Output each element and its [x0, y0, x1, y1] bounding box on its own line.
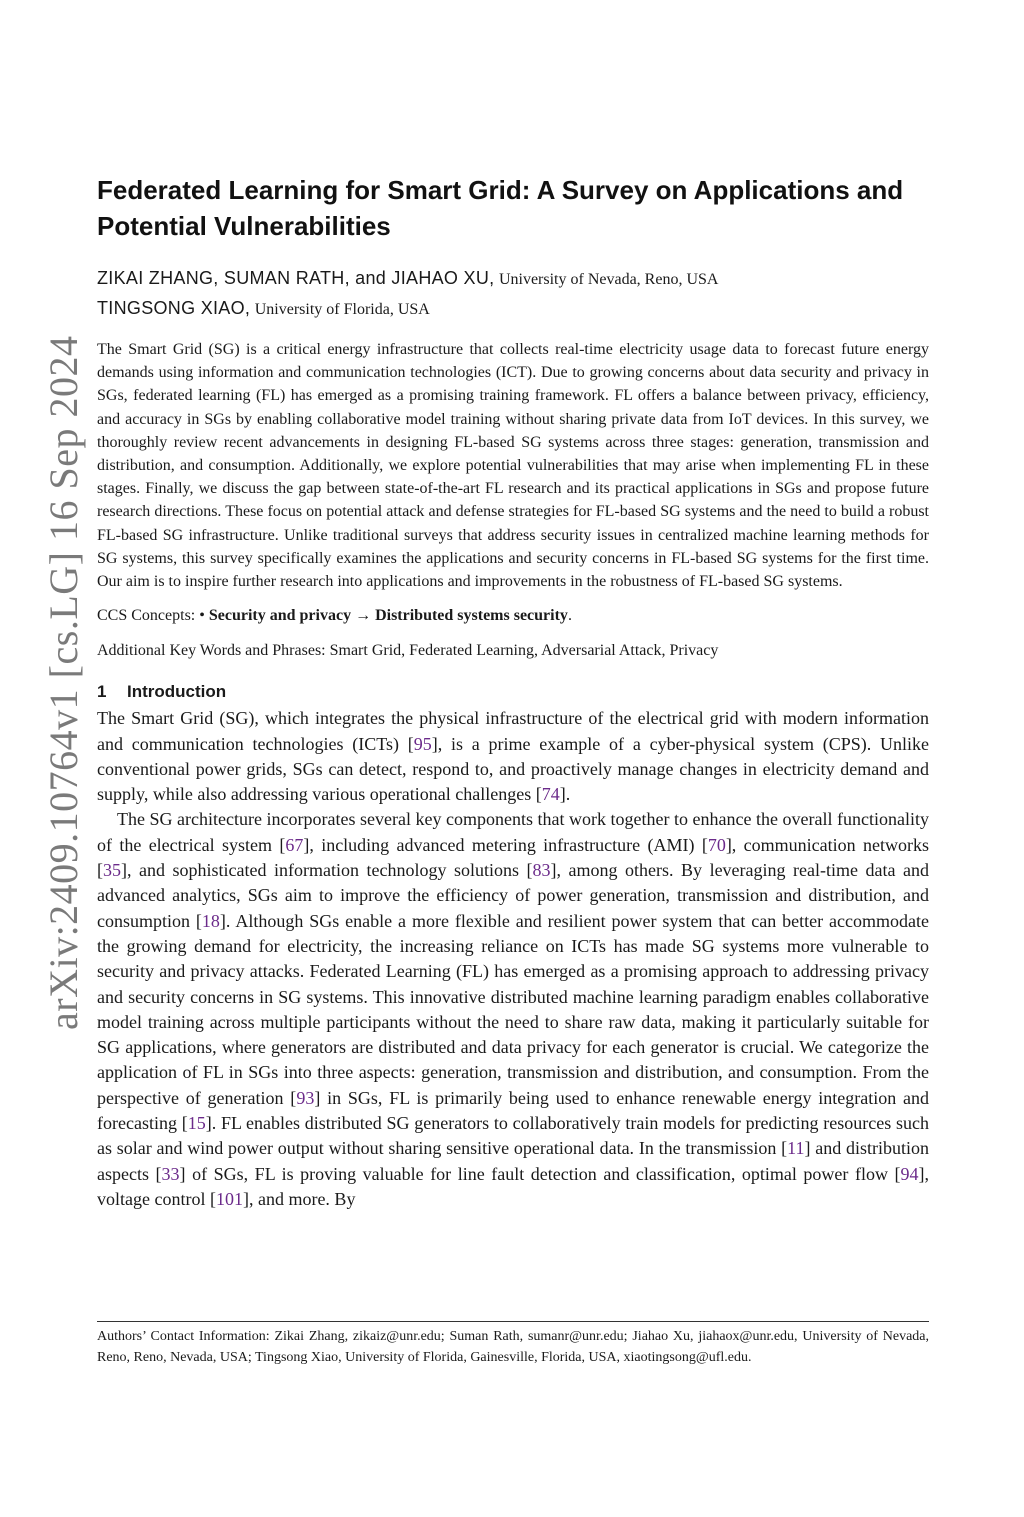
citation-link[interactable]: 94	[900, 1163, 919, 1184]
ccs-end: .	[567, 607, 572, 625]
author-contact-footnote: Authors’ Contact Information: Zikai Zhang, zikaiz@unr.edu; Suman Rath, sumanr@unr.edu; Jiahao Xu, jiahaox@unr.edu, University of Nevada, Reno, Reno, Nevada, USA; Tingsong Xiao, University of Florida, Gainesville, Florida, USA, xiaotingsong@ufl.edu.	[97, 1329, 929, 1365]
arxiv-identifier-stamp: arXiv:2409.10764v1 [cs.LG] 16 Sep 2024	[41, 335, 86, 1030]
section-heading	[97, 680, 929, 704]
author-block	[97, 264, 929, 324]
footnote-divider	[97, 1321, 929, 1322]
section-number: 1	[97, 682, 107, 702]
body-paragraph: The SG architecture incorporates several key components that work together to enhance the overall functionality of the electrical system [67], including advanced metering infrastructure (AMI) [70], communication networks [35], and sophisticated information technology solutions [83], among others. By leveraging real-time data and advanced analytics, SGs aim to improve the efficiency of power generation, transmission and distribution, and consumption [18]. Although SGs enable a more flexible and resilient power system that can better accommodate the growing demand for electricity, the increasing reliance on ICTs has made SG systems more vulnerable to security and privacy attacks. Federated Learning (FL) has emerged as a promising approach to addressing privacy and security concerns in SG systems. This innovative distributed machine learning paradigm enables collaborative model training across multiple participants without the need to share raw data, making it particularly suitable for SG applications, where generators are distributed and data privacy for each generator is crucial. We categorize the application of FL in SGs into three aspects: generation, transmission and distribution, and consumption. From the perspective of generation [93] in SGs, FL is primarily being used to enhance renewable energy integration and forecasting [15]. FL enables distributed SG generators to collaboratively train models for predicting resources such as solar and wind power output without sharing sensitive operational data. In the transmission [11] and distribution aspects [33] of SGs, FL is proving valuable for line fault detection and classification, optimal power flow [94], voltage control [101], and more. By	[97, 809, 930, 1209]
citation-link[interactable]: 35	[103, 860, 121, 881]
citation-link[interactable]: 70	[707, 834, 726, 855]
ccs-label: CCS Concepts: •	[97, 607, 205, 625]
citation-link[interactable]: 11	[787, 1138, 805, 1159]
paper-title: Federated Learning for Smart Grid: A Survey on Applications and Potential Vulnerabilities	[97, 175, 904, 241]
citation-link[interactable]: 18	[201, 910, 220, 931]
citation-link[interactable]: 93	[296, 1087, 315, 1108]
body-paragraph: The Smart Grid (SG), which integrates the physical infrastructure of the electrical grid with modern information and communication technologies (ICTs) [95], is a prime example of a cyber-physical system (CPS). Unlike conventional power grids, SGs can detect, respond to, and proactively manage changes in electricity demand and supply, while also addressing various operational challenges [74].	[97, 708, 929, 805]
paper-first-page	[97, 172, 929, 1212]
author-names: TINGSONG XIAO,	[97, 298, 251, 318]
keywords: Additional Key Words and Phrases: Smart Grid, Federated Learning, Adversarial Attack, Privacy	[97, 642, 719, 660]
citation-link[interactable]: 33	[161, 1163, 180, 1184]
author-affiliation: University of Nevada, Reno, USA	[498, 271, 719, 288]
citation-link[interactable]: 83	[532, 860, 551, 881]
author-affiliation: University of Florida, USA	[254, 301, 430, 318]
ccs-concepts	[97, 605, 929, 627]
author-names: ZIKAI ZHANG, SUMAN RATH, and JIAHAO XU,	[97, 268, 495, 288]
citation-link[interactable]: 101	[215, 1188, 243, 1209]
author-line	[97, 294, 929, 324]
author-line	[97, 264, 929, 294]
citation-link[interactable]: 15	[187, 1112, 206, 1133]
citation-link[interactable]: 95	[413, 733, 432, 754]
abstract: The Smart Grid (SG) is a critical energy infrastructure that collects real-time electricity usage data to forecast future energy demands using information and communication technologies (ICT). Due to growing concerns about data security and privacy in SGs, federated learning (FL) has emerged as a promising training framework. FL offers a balance between privacy, efficiency, and accuracy in SGs by enabling collaborative model training without sharing private data from IoT devices. In this survey, we thoroughly review recent advancements in designing FL-based SG systems across three stages: generation, transmission and distribution, and consumption. Additionally, we explore potential vulnerabilities that may arise when implementing FL in these stages. Finally, we discuss the gap between state-of-the-art FL research and its practical applications in SGs and propose future research directions. These focus on potential attack and defense strategies for FL-based SG systems and the need to build a robust FL-based SG infrastructure. Unlike traditional surveys that address security issues in centralized machine learning methods for SG systems, this survey specifically examines the applications and security concerns in FL-based SG systems for the first time. Our aim is to inspire further research into applications and improvements in the robustness of FL-based SG systems.	[97, 341, 929, 591]
ccs-concept: Security and privacy → Distributed systems security	[208, 607, 568, 625]
citation-link[interactable]: 67	[285, 834, 304, 855]
section-title: Introduction	[127, 682, 227, 702]
citation-link[interactable]: 74	[541, 784, 560, 805]
